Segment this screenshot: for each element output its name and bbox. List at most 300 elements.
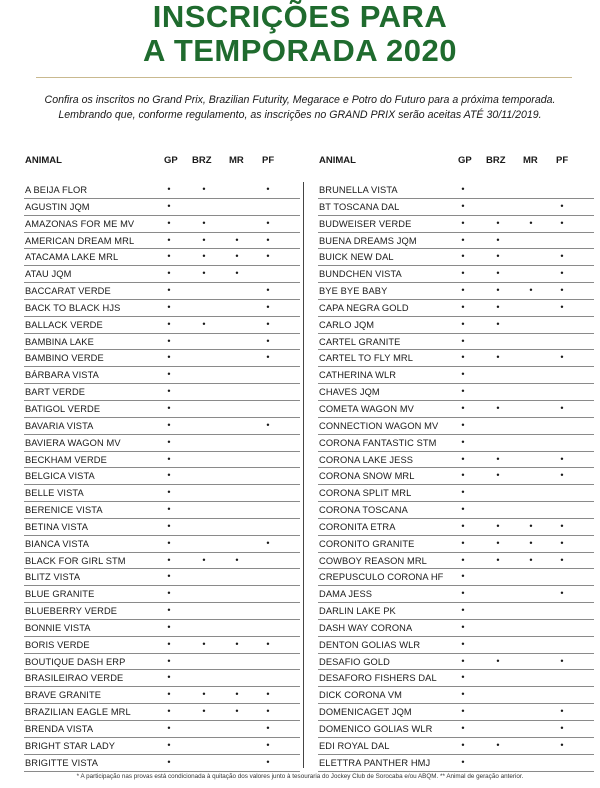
gp-entry-mark: • [167,419,171,430]
entries-table-right [318,153,594,772]
gp-entry-mark: • [461,588,465,599]
gp-entry-mark: • [461,706,465,717]
table-row [24,485,300,502]
animal-name: BAVARIA VISTA [25,420,94,431]
brz-entry-mark: • [202,638,206,649]
animal-name: BACK TO BLACK HJS [25,302,121,313]
brz-entry-mark: • [496,217,500,228]
animal-name: CAPA NEGRA GOLD [319,302,409,313]
table-row [318,620,594,637]
table-row [24,249,300,266]
table-row [24,603,300,620]
mr-entry-mark: • [529,537,533,548]
page-title-line-1: INSCRIÇÕES PARA [152,0,448,34]
table-row [24,502,300,519]
brz-entry-mark: • [496,520,500,531]
gp-entry-mark: • [167,352,171,363]
brz-entry-mark: • [202,706,206,717]
table-row [24,418,300,435]
animal-name: BECKHAM VERDE [25,454,107,465]
table-row [318,317,594,334]
animal-name: ATAU JQM [25,269,72,280]
animal-name: CORONITO GRANITE [319,538,415,549]
mr-entry-mark: • [235,706,239,717]
table-row [318,384,594,401]
animal-name: DOMENICO GOLIAS WLR [319,724,433,734]
table-row [24,435,300,452]
pf-entry-mark: • [266,217,270,228]
gp-entry-mark: • [461,520,465,531]
table-row [318,654,594,671]
animal-name: DASH WAY CORONA [319,622,413,633]
animal-name: BRASILEIRAO VERDE [25,673,124,684]
table-row [24,233,300,250]
animal-name: DESAFIO GOLD [319,656,390,667]
table-row [318,687,594,704]
gp-entry-mark: • [461,504,465,515]
gp-entry-mark: • [167,756,171,767]
animal-name: CORONITA ETRA [319,521,396,532]
gp-entry-mark: • [461,335,465,346]
gp-entry-mark: • [461,268,465,279]
gp-entry-mark: • [461,453,465,464]
table-row [24,334,300,351]
table-row [24,536,300,553]
animal-name: BART VERDE [25,387,86,398]
gp-entry-mark: • [167,655,171,666]
table-row [24,468,300,485]
animal-name: BYE BYE BABY [319,286,388,297]
table-row [24,620,300,637]
table-row [24,738,300,755]
animal-name: BALLACK VERDE [25,319,103,330]
gp-entry-mark: • [167,537,171,548]
table-row [318,266,594,283]
pf-entry-mark: • [266,285,270,296]
gp-entry-mark: • [167,285,171,296]
gp-entry-mark: • [167,638,171,649]
table-row [24,755,300,772]
table-row [24,384,300,401]
pf-entry-mark: • [266,723,270,733]
header-brz: BRZ [486,155,506,166]
table-row [318,755,594,772]
brz-entry-mark: • [202,251,206,262]
mr-entry-mark: • [529,520,533,531]
brz-entry-mark: • [202,184,206,194]
table-row [318,553,594,570]
intro-text-line-2: Lembrando que, conforme regulamento, as inscrições no GRAND PRIX serão aceitas ATÉ 30/11/2019. [58,109,542,121]
animal-name: ATACAMA LAKE MRL [25,252,119,263]
brz-entry-mark: • [496,234,500,245]
header-mr: MR [229,155,244,166]
table-row [318,536,594,553]
animal-name: BT TOSCANA DAL [319,201,400,212]
animal-name: CORONA SPLIT MRL [319,488,412,499]
table-row [24,350,300,367]
table-row [24,553,300,570]
pf-entry-mark: • [266,352,270,363]
gp-entry-mark: • [461,571,465,582]
animal-name: BRIGITTE VISTA [25,757,99,768]
animal-name: DENTON GOLIAS WLR [319,639,421,650]
animal-name: BUICK NEW DAL [319,252,394,263]
gp-entry-mark: • [167,487,171,498]
brz-entry-mark: • [496,352,500,363]
animal-name: BAVIERA WAGON MV [25,437,121,448]
table-row [318,300,594,317]
pf-entry-mark: • [560,554,564,565]
animal-name: BONNIE VISTA [25,622,91,633]
brz-entry-mark: • [496,554,500,565]
table-row [24,687,300,704]
gp-entry-mark: • [461,436,465,447]
gp-entry-mark: • [167,554,171,565]
animal-name: BAMBINO VERDE [25,353,104,364]
brz-entry-mark: • [496,251,500,262]
gp-entry-mark: • [167,200,171,211]
animal-name: CORONA SNOW MRL [319,471,415,482]
animal-name: BOUTIQUE DASH ERP [25,656,126,667]
table-row [24,182,300,199]
table-row [24,569,300,586]
table-row [318,418,594,435]
animal-name: DICK CORONA VM [319,690,403,701]
header-pf: PF [262,155,275,166]
brz-entry-mark: • [202,318,206,329]
pf-entry-mark: • [560,402,564,413]
header-pf: PF [556,155,569,166]
entries-table-left [24,153,300,772]
animal-name: BELLE VISTA [25,488,84,499]
gp-entry-mark: • [167,234,171,245]
gp-entry-mark: • [461,285,465,296]
table-row [24,637,300,654]
gp-entry-mark: • [461,217,465,228]
pf-entry-mark: • [560,588,564,599]
animal-name: COMETA WAGON MV [319,403,414,414]
pf-entry-mark: • [266,537,270,548]
animal-name: BLUEBERRY VERDE [25,606,118,617]
animal-name: BRUNELLA VISTA [319,185,398,195]
pf-entry-mark: • [266,739,270,750]
animal-name: DOMENICAGET JQM [319,707,412,718]
table-row [318,704,594,721]
table-row [24,519,300,536]
pf-entry-mark: • [560,520,564,531]
title-divider [36,77,572,78]
brz-entry-mark: • [496,470,500,481]
table-row [318,435,594,452]
table-row [318,519,594,536]
animal-name: CORONA FANTASTIC STM [319,437,437,448]
table-row [24,283,300,300]
animal-name: CATHERINA WLR [319,370,397,381]
pf-entry-mark: • [560,470,564,481]
pf-entry-mark: • [560,251,564,262]
table-row [318,367,594,384]
gp-entry-mark: • [167,251,171,262]
animal-name: DARLIN LAKE PK [319,606,396,617]
animal-name: BLUE GRANITE [25,589,95,600]
gp-entry-mark: • [461,318,465,329]
pf-entry-mark: • [560,723,564,733]
header-mr: MR [523,155,538,166]
table-body-left [24,182,300,772]
animal-name: CARLO JQM [319,319,375,330]
brz-entry-mark: • [496,739,500,750]
brz-entry-mark: • [496,537,500,548]
mr-entry-mark: • [529,285,533,296]
gp-entry-mark: • [461,621,465,632]
table-row [318,637,594,654]
pf-entry-mark: • [560,352,564,363]
brz-entry-mark: • [496,285,500,296]
gp-entry-mark: • [461,689,465,700]
brz-entry-mark: • [496,453,500,464]
animal-name: BIANCA VISTA [25,538,90,549]
mr-entry-mark: • [235,689,239,700]
table-row [24,452,300,469]
animal-name: EDI ROYAL DAL [319,740,390,751]
footnote: * A participação nas provas está condicionada à quitação dos valores junto à tesouraria do Jockey Club de Sorocaba e/ou ABQM. ** Animal de geração anterior. [76,773,524,780]
table-row [318,721,594,738]
pf-entry-mark: • [560,200,564,211]
pf-entry-mark: • [560,453,564,464]
table-row [318,233,594,250]
gp-entry-mark: • [461,301,465,312]
gp-entry-mark: • [167,453,171,464]
animal-name: BUNDCHEN VISTA [319,269,402,280]
gp-entry-mark: • [461,369,465,380]
table-row [24,670,300,687]
table-row [318,334,594,351]
animal-name: BLACK FOR GIRL STM [25,555,126,566]
animal-name: CARTEL TO FLY MRL [319,353,414,364]
table-row [318,670,594,687]
animal-name: BRENDA VISTA [25,724,94,734]
table-row [318,468,594,485]
animal-name: DESAFORO FISHERS DAL [319,673,437,684]
table-row [318,452,594,469]
gp-entry-mark: • [167,588,171,599]
pf-entry-mark: • [560,739,564,750]
pf-entry-mark: • [266,251,270,262]
header-animal: ANIMAL [319,155,356,166]
mr-entry-mark: • [529,217,533,228]
table-row [24,317,300,334]
gp-entry-mark: • [167,504,171,515]
gp-entry-mark: • [167,470,171,481]
pf-entry-mark: • [266,706,270,717]
pf-entry-mark: • [266,638,270,649]
gp-entry-mark: • [167,689,171,700]
pf-entry-mark: • [560,655,564,666]
pf-entry-mark: • [560,537,564,548]
gp-entry-mark: • [461,638,465,649]
table-row [318,199,594,216]
gp-entry-mark: • [461,655,465,666]
mr-entry-mark: • [235,554,239,565]
table-row [318,738,594,755]
pf-entry-mark: • [266,301,270,312]
pf-entry-mark: • [560,285,564,296]
brz-entry-mark: • [202,554,206,565]
brz-entry-mark: • [496,655,500,666]
gp-entry-mark: • [461,352,465,363]
animal-name: BORIS VERDE [25,639,90,650]
pf-entry-mark: • [266,335,270,346]
table-row [24,401,300,418]
gp-entry-mark: • [461,554,465,565]
animal-name: CORONA LAKE JESS [319,454,414,465]
gp-entry-mark: • [167,739,171,750]
gp-entry-mark: • [167,369,171,380]
animal-name: BRAVE GRANITE [25,690,102,701]
pf-entry-mark: • [266,234,270,245]
animal-name: AMERICAN DREAM MRL [25,235,135,246]
gp-entry-mark: • [167,605,171,616]
animal-name: BRAZILIAN EAGLE MRL [25,707,131,718]
table-row [318,603,594,620]
pf-entry-mark: • [560,268,564,279]
gp-entry-mark: • [461,470,465,481]
gp-entry-mark: • [167,571,171,582]
gp-entry-mark: • [167,672,171,683]
gp-entry-mark: • [167,706,171,717]
gp-entry-mark: • [167,335,171,346]
gp-entry-mark: • [167,723,171,733]
page-title-line-2: A TEMPORADA 2020 [142,33,458,68]
mr-entry-mark: • [529,554,533,565]
table-row [24,367,300,384]
table-row [318,216,594,233]
animal-name: DAMA JESS [319,589,373,600]
animal-name: CONNECTION WAGON MV [319,420,439,431]
pf-entry-mark: • [560,706,564,717]
animal-name: BUENA DREAMS JQM [319,235,417,246]
gp-entry-mark: • [461,739,465,750]
gp-entry-mark: • [167,520,171,531]
pf-entry-mark: • [560,217,564,228]
gp-entry-mark: • [461,419,465,430]
table-row [24,704,300,721]
table-row [318,249,594,266]
gp-entry-mark: • [461,184,465,194]
gp-entry-mark: • [167,268,171,279]
table-row [24,586,300,603]
brz-entry-mark: • [202,217,206,228]
animal-name: BERENICE VISTA [25,505,103,516]
table-header [24,153,300,169]
header-brz: BRZ [192,155,212,166]
column-separator [303,182,304,768]
animal-name: BETINA VISTA [25,521,89,532]
animal-name: CORONA TOSCANA [319,505,408,516]
gp-entry-mark: • [461,200,465,211]
animal-name: BLITZ VISTA [25,572,81,583]
gp-entry-mark: • [461,723,465,733]
brz-entry-mark: • [202,234,206,245]
gp-entry-mark: • [461,487,465,498]
gp-entry-mark: • [167,402,171,413]
gp-entry-mark: • [167,184,171,194]
animal-name: A BEIJA FLOR [25,185,88,195]
table-row [318,586,594,603]
table-row [24,300,300,317]
gp-entry-mark: • [167,621,171,632]
table-row [318,182,594,199]
table-row [318,283,594,300]
gp-entry-mark: • [167,318,171,329]
brz-entry-mark: • [496,301,500,312]
gp-entry-mark: • [461,537,465,548]
animal-name: AGUSTIN JQM [25,201,90,212]
animal-name: BÁRBARA VISTA [25,370,99,381]
animal-name: ELETTRA PANTHER HMJ [319,757,431,768]
animal-name: COWBOY REASON MRL [319,555,427,566]
animal-name: BAMBINA LAKE [25,336,94,347]
table-row [24,199,300,216]
header-gp: GP [458,155,472,166]
table-header [318,153,594,169]
animal-name: BRIGHT STAR LADY [25,740,116,751]
pf-entry-mark: • [266,756,270,767]
brz-entry-mark: • [202,689,206,700]
gp-entry-mark: • [461,234,465,245]
table-row [24,266,300,283]
table-row [24,721,300,738]
pf-entry-mark: • [560,301,564,312]
pf-entry-mark: • [266,419,270,430]
animal-name: BUDWEISER VERDE [319,218,412,229]
table-row [318,485,594,502]
animal-name: BELGICA VISTA [25,471,95,482]
gp-entry-mark: • [167,386,171,397]
table-row [318,350,594,367]
gp-entry-mark: • [167,217,171,228]
mr-entry-mark: • [235,268,239,279]
intro-text-line-1: Confira os inscritos no Grand Prix, Brazilian Futurity, Megarace e Potro do Futuro para a próxima temporada. [44,94,556,106]
brz-entry-mark: • [496,268,500,279]
mr-entry-mark: • [235,234,239,245]
brz-entry-mark: • [496,402,500,413]
gp-entry-mark: • [461,756,465,767]
gp-entry-mark: • [461,605,465,616]
gp-entry-mark: • [167,436,171,447]
brz-entry-mark: • [496,318,500,329]
gp-entry-mark: • [461,251,465,262]
table-row [318,569,594,586]
gp-entry-mark: • [461,386,465,397]
brz-entry-mark: • [202,268,206,279]
header-gp: GP [164,155,178,166]
animal-name: CREPUSCULO CORONA HF [319,572,444,583]
table-row [24,654,300,671]
pf-entry-mark: • [266,184,270,194]
animal-name: CARTEL GRANITE [319,336,401,347]
pf-entry-mark: • [266,318,270,329]
animal-name: BATIGOL VERDE [25,403,101,414]
table-body-right [318,182,594,772]
animal-name: AMAZONAS FOR ME MV [25,218,135,229]
gp-entry-mark: • [461,402,465,413]
animal-name: CHAVES JQM [319,387,380,398]
pf-entry-mark: • [266,689,270,700]
table-row [24,216,300,233]
gp-entry-mark: • [167,301,171,312]
table-row [318,401,594,418]
